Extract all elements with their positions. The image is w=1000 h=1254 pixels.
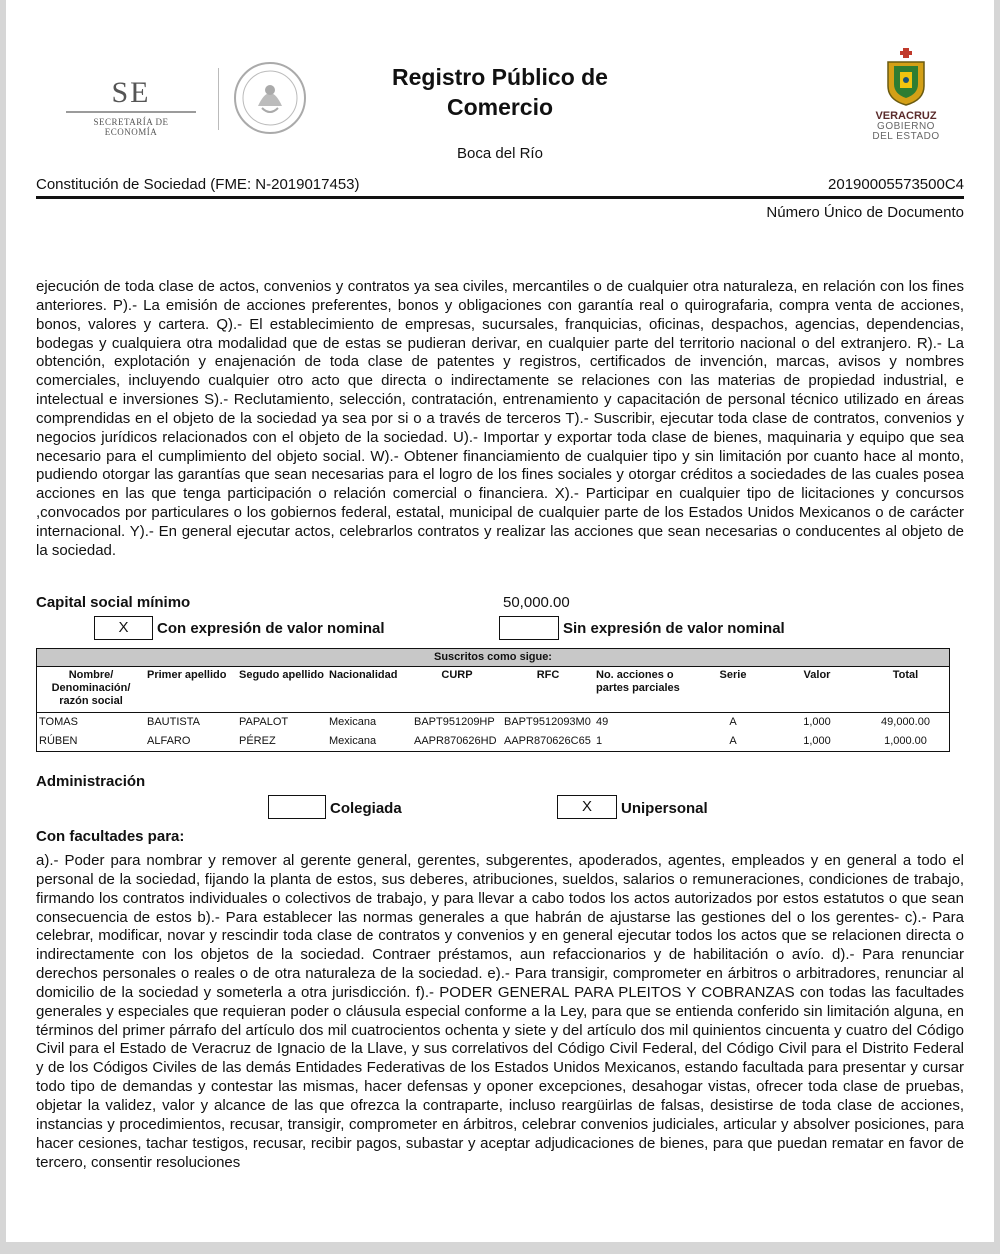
veracruz-sub-2: DEL ESTADO: [872, 131, 940, 142]
table-cell: 1,000: [803, 716, 831, 728]
table-cell: 1,000: [803, 735, 831, 747]
se-logo: [66, 76, 196, 136]
header-rule: [36, 196, 964, 199]
table-row: [37, 713, 949, 732]
capital-value: 50,000.00: [503, 594, 570, 611]
table-cell: PAPALOT: [239, 716, 289, 728]
document-type: Constitución de Sociedad (FME: N-2019017453): [36, 176, 360, 193]
table-cell: 1,000.00: [884, 735, 927, 747]
column-header: RFC: [536, 669, 560, 681]
admin-label: Administración: [36, 773, 146, 790]
unipersonal-checkbox: X: [557, 795, 617, 819]
object-paragraph: ejecución de toda clase de actos, convenios y contratos ya sea civiles, mercantiles o de cualquier otra naturaleza, en relación con los fines anteriores. P).- La emisión de acciones preferentes, bonos y obligaciones con garantía real o quirografaria, compra venta de acciones, bonos, valores y cartera. Q).- El establecimiento de empresas, sucursales, franquicias, oficinas, despachos, agencias, dependencias, bodegas y cualquiera otra modalidad que de estas se pudieran derivar, en cualquier parte del territorio nacional o del extranjero. R).- La obtención, explotación y enajenación de toda clase de patentes y registros, certificados de invención, marcas, avisos y nombres comerciales, incluyendo cualquier otro acto que directa o indirectamente se relaciones con las materias de propiedad industrial, e intelectual e inversiones S).- Reclutamiento, selección, contratación, entrenamiento y capacitación de personal técnico utilizado en áreas comprendidas en el objeto de la sociedad ya sea por si o a través de terceros T).- Suscribir, ejecutar toda clase de contratos, convenios y negocios jurídicos relacionados con el objeto de la sociedad. U).- Importar y exportar toda clase de bienes, maquinaria y equipo que sea necesario para el cumplimiento del objeto social. W).- Obtener financiamiento de cualquier tipo y sin limitación por cuanto hace al monto, pudiendo otorgar las garantías que sean necesarias para el logro de los fines sociales y otorgar créditos a sociedades de las cuales posea acciones en las que tenga participación o relación comercial o financiera. X).- Participar en cualquier tipo de licitaciones y concursos ,convocados por particulares o los gobiernos federal, estatal, municipal de cualquier parte de los Estados Unidos Mexicanos o de carácter internacional. Y).- En general ejecutar actos, celebrarlos contratos y realizar las acciones que sean necesarias o conducentes al objeto de la sociedad.: [36, 278, 964, 559]
colegiada-checkbox: [268, 795, 326, 819]
se-logo-subtitle: SECRETARÍA DE ECONOMÍA: [93, 117, 169, 137]
table-title: Suscritos como sigue:: [37, 649, 949, 667]
no-nominal-checkbox: [499, 616, 559, 640]
document-code: 20190005573500C4: [828, 176, 964, 193]
header-divider: [218, 68, 219, 130]
table-cell: Mexicana: [329, 716, 377, 728]
table-cell: BAPT951209HP: [414, 716, 495, 728]
table-cell: BAPT9512093M0: [504, 716, 591, 728]
table-row: [37, 732, 949, 751]
colegiada-label: Colegiada: [330, 800, 402, 817]
table-cell: AAPR870626C65: [504, 735, 591, 747]
veracruz-name: VERACRUZ: [875, 110, 937, 122]
page-title: [360, 62, 640, 122]
table-cell: ALFARO: [147, 735, 191, 747]
column-header: Nacionalidad: [329, 669, 398, 681]
title-line-1: Registro Público de: [392, 64, 608, 90]
national-seal-icon: [232, 60, 308, 136]
table-cell: A: [729, 716, 737, 728]
faculties-label: Con facultades para:: [36, 828, 185, 845]
column-header: Nombre/ Denominación/ razón social: [51, 669, 131, 707]
nominal-checkbox: X: [94, 616, 153, 640]
faculties-paragraph: a).- Poder para nombrar y remover al gerente general, gerentes, subgerentes, apoderados, agentes, empleados y en general a todo el personal de la sociedad, fijando la planta de estos, sus deberes, atribuciones, sueldos, salarios o remuneraciones, condiciones de trabajo, firmando los contratos individuales o colectivos de trabajo, y para llevar a cabo todos los actos autorizados por estos estatutos o que sean consecuencia de estos b).- Para establecer las normas generales a que habrán de ajustarse las gestiones del o los gerentes- c).- Para celebrar, modificar, novar y rescindir toda clase de contratos y convenios y en general ejecutar todos los actos que se relacionen directa o indirectamente con los objetos de la sociedad. Contraer préstamos, aun refaccionarios y de habilitación o avío. d).- Para renunciar derechos personales o reales o de otra naturaleza de la sociedad. e).- Para transigir, comprometer en árbitros o arbitradores, renunciar al domicilio de la sociedad y someterla a otra jurisdicción. f).- PODER GENERAL PARA PLEITOS Y COBRANZAS con todas las facultades generales y especiales que requieran poder o cláusula especial conforme a la Ley, para que se entienda conferido sin limitación alguna, en términos del primer párrafo del artículo dos mil cuatrocientos ochenta y siete y del artículo dos mil quinientos cincuenta y cuatro del Código Civil para el Estado de Veracruz de Ignacio de la Llave, y sus correlativos del Código Civil Federal, del Código Civil para el Distrito Federal y de los Códigos Civiles de las demás Entidades Federativas de los Estados Unidos Mexicanos, estando facultada para presentar y cursar todo tipo de demandas y contestar las mismas, hacer defensas y oponer excepciones, desahogar vistas, ofrecer toda clase de pruebas, objetar la validez, valor y alcance de las que ofrezca la contraparte, incluso reargüirlas de falsas, desistirse de toda clase de acciones, instancias y procedimientos, recusar, transigir, comprometer en árbitros, celebrar convenios judiciales, articular y absolver posiciones, para hacer cesiones, tachar testigos, recusar, recibir pagos, subastar y aceptar adjudicaciones de bienes, para que puedan rematar en favor de tercero, consentir resoluciones: [36, 852, 964, 1171]
shareholders-table: [36, 648, 950, 752]
table-cell: 49,000.00: [881, 716, 930, 728]
se-logo-rule: [66, 111, 196, 113]
table-cell: PÉREZ: [239, 735, 276, 747]
table-cell: A: [729, 735, 737, 747]
table-cell: TOMAS: [39, 716, 78, 728]
table-cell: RÚBEN: [39, 735, 78, 747]
table-header-row: [37, 667, 949, 713]
veracruz-sub-1: GOBIERNO: [877, 121, 935, 132]
nominal-label: Con expresión de valor nominal: [157, 620, 385, 637]
title-line-2: Comercio: [446, 94, 554, 120]
table-cell: AAPR870626HD: [414, 735, 497, 747]
column-header: No. acciones o partes parciales: [596, 669, 680, 694]
capital-label: Capital social mínimo: [36, 594, 191, 611]
table-cell: 1: [596, 735, 603, 747]
column-header: CURP: [441, 669, 473, 681]
column-header: Valor: [803, 669, 831, 681]
document-number-label: Número Único de Documento: [766, 204, 964, 221]
no-nominal-label: Sin expresión de valor nominal: [563, 620, 785, 637]
table-cell: BAUTISTA: [147, 716, 200, 728]
column-header: Primer apellido: [147, 669, 227, 681]
unipersonal-label: Unipersonal: [621, 800, 708, 817]
table-cell: 49: [596, 716, 609, 728]
table-cell: Mexicana: [329, 735, 377, 747]
city-name: Boca del Río: [457, 145, 543, 162]
veracruz-logo: [872, 48, 940, 142]
column-header: Segudo apellido: [239, 669, 324, 681]
column-header: Total: [892, 669, 919, 681]
column-header: Serie: [719, 669, 747, 681]
veracruz-crest-icon: [882, 48, 930, 106]
se-logo-letters: SE: [111, 76, 151, 109]
